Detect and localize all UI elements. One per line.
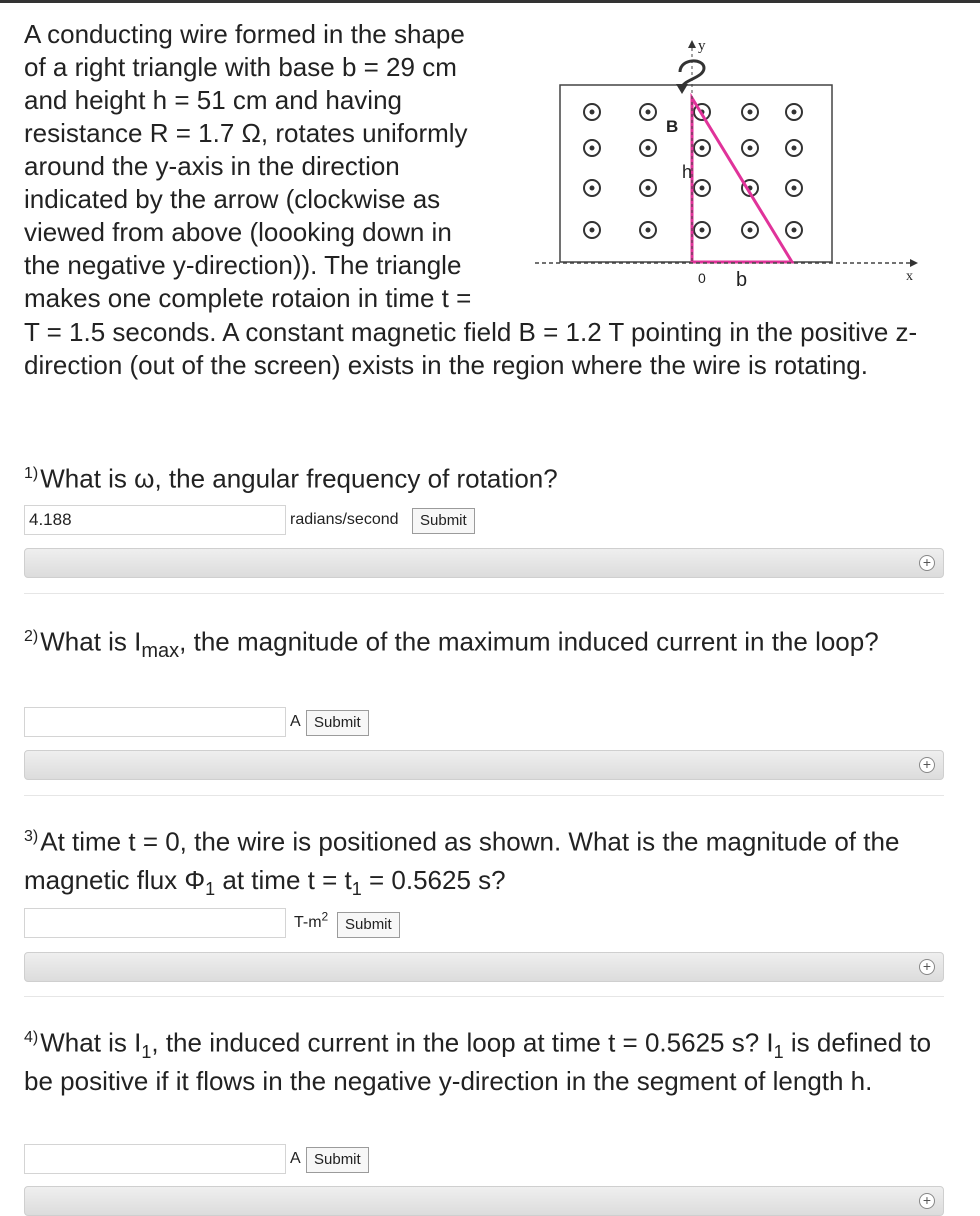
divider xyxy=(24,593,944,594)
field-marker-dot xyxy=(792,186,797,191)
hint-bar-2[interactable] xyxy=(24,750,944,780)
question-number: 1) xyxy=(24,465,39,482)
subscript: 1 xyxy=(773,1041,784,1062)
question-4 xyxy=(24,1019,954,1100)
answer-input-4[interactable] xyxy=(24,1144,286,1174)
submit-button-4[interactable]: Submit xyxy=(306,1147,369,1173)
field-marker-dot xyxy=(646,110,651,115)
answer-input-3[interactable] xyxy=(24,908,286,938)
submit-button-2[interactable]: Submit xyxy=(306,710,369,736)
hint-bar-3[interactable] xyxy=(24,952,944,982)
problem-intro-continued: T = 1.5 seconds. A constant magnetic field B = 1.2 T pointing in the positive z-direction (out of the screen) exists in the region where the wire is rotating. xyxy=(24,317,918,380)
field-marker-dot xyxy=(792,228,797,233)
question-text-cont: at time t = t xyxy=(215,864,352,895)
question-number: 3) xyxy=(24,828,39,845)
question-text: What is I xyxy=(40,626,142,657)
intro-line: A conducting wire formed in the shape xyxy=(24,19,465,49)
field-marker-dot xyxy=(700,228,705,233)
question-text: At time t = 0, the wire is positioned as shown. What is the magnitude of the magnetic flux Φ xyxy=(24,826,900,895)
submit-button-3[interactable]: Submit xyxy=(337,912,400,938)
intro-line: resistance R = 1.7 Ω, rotates uniformly xyxy=(24,118,468,148)
field-marker-dot xyxy=(590,110,595,115)
question-number: 4) xyxy=(24,1029,39,1046)
field-marker-dot xyxy=(590,146,595,151)
divider xyxy=(24,795,944,796)
height-label: h xyxy=(682,162,693,182)
y-axis-label: y xyxy=(698,38,706,54)
subscript: 1 xyxy=(205,878,216,899)
field-label: B xyxy=(666,117,679,136)
answer-input-2[interactable] xyxy=(24,707,286,737)
intro-line: makes one complete rotaion in time t = xyxy=(24,283,472,313)
question-3 xyxy=(24,818,954,899)
y-axis-arrow xyxy=(688,40,696,48)
plus-circle-icon[interactable]: + xyxy=(919,1193,935,1209)
field-marker-dot xyxy=(646,228,651,233)
hint-bar-4[interactable] xyxy=(24,1186,944,1216)
hint-bar-1[interactable] xyxy=(24,548,944,578)
intro-line: of a right triangle with base b = 29 cm xyxy=(24,52,457,82)
intro-line: the negative y-direction)). The triangle xyxy=(24,250,462,280)
plus-circle-icon[interactable]: + xyxy=(919,757,935,773)
question-text-cont: , the induced current in the loop at time t = 0.5625 s? I xyxy=(151,1027,774,1058)
field-marker-dot xyxy=(590,228,595,233)
plus-circle-icon[interactable]: + xyxy=(919,555,935,571)
question-text: What is I xyxy=(40,1027,142,1058)
field-marker-dot xyxy=(748,110,753,115)
unit-label-2: A xyxy=(290,713,301,730)
question-text-end: is defined to be positive if it flows in the negative y-direction in the segment of length h. xyxy=(24,1027,932,1096)
top-border xyxy=(0,0,980,3)
origin-label: 0 xyxy=(698,270,706,286)
question-text: What is ω, the angular frequency of rotation? xyxy=(40,463,558,494)
intro-line: viewed from above (loooking down in xyxy=(24,217,452,247)
unit-label-4: A xyxy=(290,1150,301,1167)
field-marker-dot xyxy=(700,146,705,151)
plus-circle-icon[interactable]: + xyxy=(919,959,935,975)
question-text-cont: , the magnitude of the maximum induced current in the loop? xyxy=(179,626,879,657)
problem-intro xyxy=(24,18,544,315)
intro-line: and height h = 51 cm and having xyxy=(24,85,403,115)
x-axis-arrow xyxy=(910,259,918,267)
x-axis-label: x xyxy=(906,269,913,284)
field-marker-dot xyxy=(748,146,753,151)
unit-superscript: 2 xyxy=(321,909,329,924)
submit-button-1[interactable]: Submit xyxy=(412,508,475,534)
subscript: max xyxy=(141,639,180,662)
field-marker-dot xyxy=(590,186,595,191)
unit-label-3 xyxy=(294,909,329,932)
question-number: 2) xyxy=(24,628,39,645)
question-text-end: = 0.5625 s? xyxy=(361,864,506,895)
field-marker-dot xyxy=(792,146,797,151)
intro-line: around the y-axis in the direction xyxy=(24,151,400,181)
subscript: 1 xyxy=(351,878,362,899)
question-2 xyxy=(24,618,954,661)
unit-label-1: radians/second xyxy=(290,511,399,528)
field-marker-dot xyxy=(646,186,651,191)
subscript: 1 xyxy=(141,1041,152,1062)
question-1 xyxy=(24,455,954,498)
answer-input-1[interactable] xyxy=(24,505,286,535)
field-marker-dot xyxy=(700,186,705,191)
field-marker-dot xyxy=(646,146,651,151)
field-marker-dot xyxy=(748,228,753,233)
rotating-triangle-diagram xyxy=(530,30,930,295)
divider xyxy=(24,996,944,997)
field-marker-dot xyxy=(792,110,797,115)
base-label: b xyxy=(736,269,748,291)
intro-line: indicated by the arrow (clockwise as xyxy=(24,184,441,214)
rotation-arrowhead xyxy=(676,84,688,94)
unit-base: T-m xyxy=(294,914,322,931)
